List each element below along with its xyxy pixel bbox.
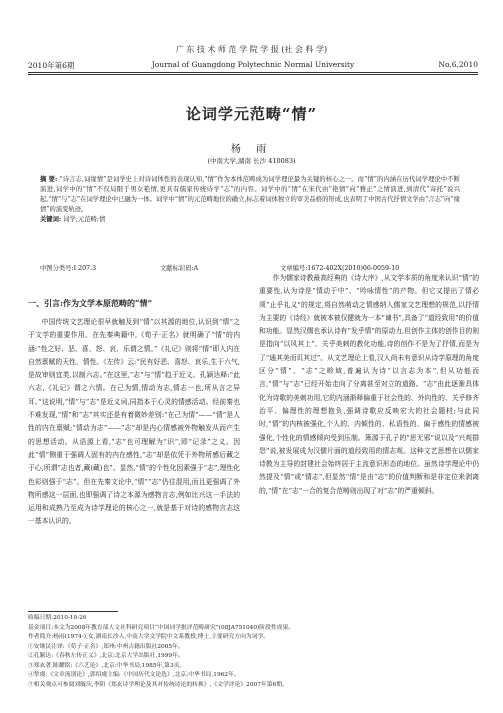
body-paragraph: 中国传统文艺理论很早就触及到“情”以其源的地位,认识到“情”之于文学的重要作用。在先秦典籍中,《荀子·正名》就明确了“情”的内涵:“性之好、恶、喜、怒、哀、乐谓之情。”《礼记》则将“情”即人内在自然禀赋的天性、情性。《左传》云:“民有好恶、喜怒、哀乐,生于六气,是故审则宜类,以制六志。”在这里,“志”与“情”趋于近义。孔颖达释:“此六志,《礼记》谓之六情。在己为情,情动为志,情志一也,所从言之异耳。”这说明,“情”与“志”是近义词,同指本于心灵的情感活动。经前秦也不难发现,“情”和“志”其实还是有着微妙差别:“在己为情”——“情”是人性的内在禀赋;“情动为志”——“志”却是内心情感被外物触发从而产生的思想活动。从语源上看,“志”也可理解为“识”,即“记录”之义。因此“情”侧重于强调人固有的内在感性,“志”却是依凭于外物所感后藏之于心,所谓“志也者,藏(藏)也”。显然,“情”的个性化因素强于“志”,理性化色彩则强于“志”。但在先秦文论中,“情”“志”仍往混用,而且更强调了外物所感这一层面,也即强调了诗之本源为感物言志,例如比兴这一手法的运用和成熟乃至成为诗学理论的核心之一,就是基于对诗的感物言志这一基本认识的。	[28, 318, 240, 526]
footnotes	[28, 614, 478, 690]
keywords-text: 词学;元范畴;情	[63, 216, 106, 223]
issue-left: 2010年第6期	[28, 61, 75, 70]
footnote-rule	[28, 611, 118, 612]
body-column-left	[28, 316, 240, 529]
fund-note: 基金项目:本文为2008年教育部人文社科研究项目“中国词学批评范畴研究”(08JA751040)阶段性成果。	[28, 624, 295, 631]
author-bio: 作者简介:杨雨(1974-),女,湖南长沙人,中南大学文学院中文系教授,博士,主要研究方向为词学。	[28, 634, 270, 640]
journal-english-name: Journal of Guangdong Polytechnic Normal University	[151, 60, 355, 69]
issue-right: No.6,2010	[438, 60, 478, 69]
footnote-2: ②孔颖达:《春秋左传正义》,北京:北京大学出版社,1999年。	[28, 653, 184, 659]
keywords-label: 关键词:	[40, 216, 62, 223]
abstract-text: “诗言志,词缘情”是词学史上对诗词体性的表现认知,“情”作为本体范畴成为词学理论最为关键的核心之一。而“情”的内涵在历代词学理论中不断演进,词学中的“情”不仅局限于男女艳情,更具有儒家传统诗学“志”的内容。词学中的“情”在宋代由“艳情”向“雅正”之情演进,到清代“寄托”说兴起,“情”与“志”在词学理论中已融为一体。词学中“情”的元范畴地位的确立,标志着词体独立的审美品格的形成,也表明了中国古代抒情文学由“言志”向“缘情”的演变轨迹。	[40, 176, 460, 213]
section-heading: 一、引言:作为文学本原范畴的“情”	[28, 298, 153, 308]
article-number: 文章编号:1672-402X(2010)06-0059-10	[280, 265, 400, 272]
abstract-label: 摘 要:	[40, 176, 58, 183]
journal-name-header: 广 东 技 术 师 范 学 院 学 报 (社 会 科 学)	[175, 45, 328, 54]
received-date: 收稿日期:2010-10-26	[28, 615, 87, 621]
body-paragraph: 作为儒家诗教最高经典的《诗大序》,从文学本质的角度来认识“情”的重要性,认为诗是“情动于中”、“吟咏情性”的产物。但它又提出了情必须“止乎礼义”的规定,将自然萌动之情感纳入儒家文艺理想的规范,以抒情为主要的《诗经》就被本被仅健就为一本“谏书”,具备了“道经致用”的价值和功能。显然汉儒也承认诗有“发乎情”的原动力,但创作主体的创作目的则是指向“以风其上”、关乎美刺的教化功能,诗的创作不是为了抒情,而是为了“通其美而讥其过”。从文艺理论上看,汉人尚未有意识从诗学原理的角度区分“情”、“志”之畛域,普遍认为诗“以言志为本”,但从功能而言,“情”与“志”已经开始走向了分离甚至对立的道路。“志”由此逐渐具体化为诗歌的美刺功用,它的内涵渐释偏重于社会性的、外向性的、关乎修齐治平、偏理性的理想抱负,强调诗歌应反映宏大的社会题材;与此同时,“情”的内核被强化,个人的、内倾性的、私语性的、偏于感性的情感被强化,个性化的情感倾向受到压制。箫源于孔子的“思无邪”说以及“兴观群怨”说,被发展成为汉儒片面的道经致用的情志观。这种文艺思想在以儒家诗教为主导的封建社会始终居于主流意识形态的地位。虽然诗学理论中仍然提及“情”或“情志”,但显然“情”是由“志”的价值判断和是非定位来剥离的,“情”在“志”一合的复合范畴则出现了对“志”的严重倾斜。	[259, 274, 479, 495]
header-rule-thin	[28, 74, 478, 75]
footnote-3: ③郑玄著,陈耀铭:《六艺论》,北京:中华书局,1985年,第3页。	[28, 662, 186, 669]
abstract-block	[40, 175, 460, 225]
author-name: 杨 雨	[230, 144, 273, 155]
footnote-1: ①安继民注译:《荀子·正名》,郑州:中州古籍出版社2005年。	[28, 643, 184, 650]
footnote-5: ⑤相关观点可参阅刘毓庆,李阴《郑玄诗学理论及其对传统诗论的转换》,《文学评论》2007年第6期。	[28, 681, 288, 688]
paper-title: 论词学元范畴“情”	[185, 105, 318, 123]
header-rule	[28, 72, 478, 73]
document-code: 文献标识码:A	[160, 265, 199, 272]
footnote-4: ④挚虞:《文章流别论》,郭绍虞主编:《中国历代文论选》,北京:中华书局,1962年。	[28, 672, 240, 678]
author-affiliation: (中南大学,湖南 长沙 410083)	[207, 157, 296, 165]
clc-number: 中图分类号:I 207.3	[40, 265, 97, 272]
body-column-right	[259, 272, 479, 498]
